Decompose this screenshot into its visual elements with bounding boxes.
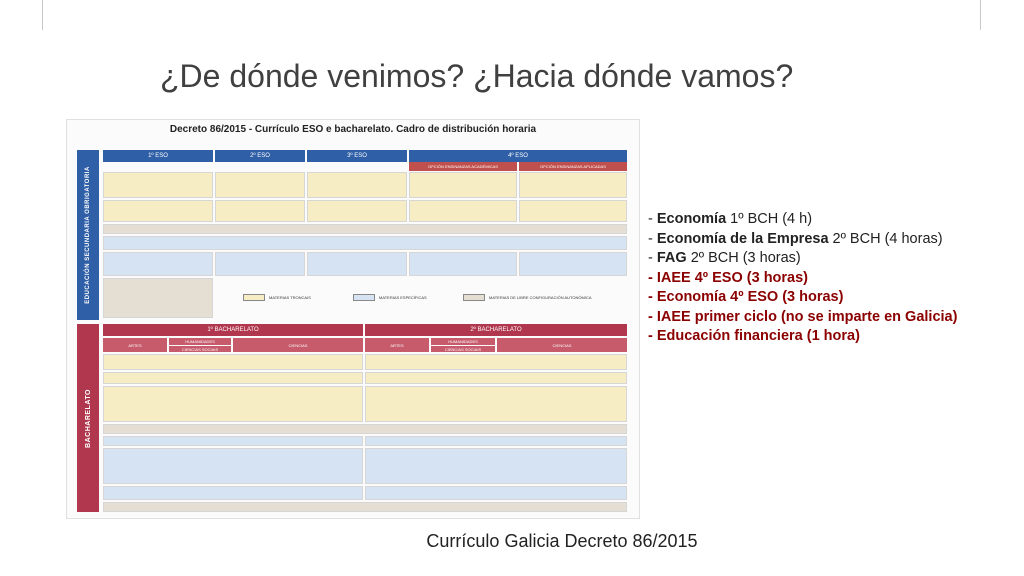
bullet-item-highlight	[648, 308, 1018, 328]
eso-row-full	[103, 236, 627, 250]
eso-cell	[103, 172, 213, 198]
eso-cell	[409, 252, 517, 276]
bach-cell	[365, 386, 627, 422]
eso-cell	[307, 172, 407, 198]
eso-cell	[409, 200, 517, 222]
eso-cell	[215, 200, 305, 222]
bullet-item-highlight	[648, 327, 1018, 347]
bullet-item	[648, 249, 1018, 269]
bach-cell	[103, 424, 627, 434]
bullet-item	[648, 230, 1018, 250]
eso-cell	[103, 200, 213, 222]
bach-cell	[365, 354, 627, 370]
bach-subhead: CIENCIAS SOCIAIS	[431, 346, 495, 352]
bullet-strong: FAG	[656, 250, 687, 266]
bach-subhead: CIENCIAS	[233, 338, 363, 352]
eso-sidebar	[77, 150, 99, 320]
eso-cell	[215, 252, 305, 276]
bach-sidebar-label: BACHARELATO	[84, 388, 92, 448]
bullet-strong: Economía 4º ESO (3 horas)	[656, 289, 844, 305]
bullet-rest: 2º BCH (4 horas)	[828, 230, 943, 247]
eso-cell	[307, 200, 407, 222]
bach-subhead: ARTES	[365, 338, 429, 352]
bullet-prefix: -	[648, 289, 657, 305]
legend-label-libre: MATERIAS DE LIBRE CONFIGURACIÓN AUTONÓMICA	[489, 295, 592, 300]
bach-cell	[103, 486, 363, 500]
bullet-rest: 1º BCH (4 h)	[726, 211, 813, 227]
bullet-item-highlight	[648, 269, 1018, 289]
eso-cell	[519, 172, 627, 198]
eso-row-full	[103, 224, 627, 234]
legend-label-especificas: MATERIAS ESPECÍFICAS	[379, 295, 427, 300]
bach-sidebar	[77, 324, 99, 512]
table-title: Decreto 86/2015 - Currículo ESO e bacharelato. Cadro de distribución horaria	[169, 124, 537, 135]
legend-swatch-libre	[463, 294, 485, 301]
bullet-prefix: -	[648, 230, 657, 247]
bullet-strong: Economía de la Empresa	[656, 230, 829, 247]
slide-caption: Currículo Galicia Decreto 86/2015	[426, 531, 698, 551]
eso-cell	[307, 252, 407, 276]
bullet-list	[648, 210, 1018, 347]
legend-label-troncais: MATERIAS TRONCAIS	[269, 295, 311, 300]
bullet-rest: 2º BCH (3 horas)	[686, 250, 801, 266]
eso-col-4: 4º ESO	[409, 150, 627, 162]
bullet-strong: IAEE primer ciclo (no se imparte en Galicia)	[656, 308, 958, 325]
curriculum-table-image	[66, 119, 640, 519]
eso-cell	[103, 252, 213, 276]
legend-swatch-troncais	[243, 294, 265, 301]
legend-swatch-especificas	[353, 294, 375, 301]
bullet-prefix: -	[648, 250, 657, 266]
bach-subhead: ARTES	[103, 338, 167, 352]
eso-cell	[103, 278, 213, 318]
bullet-prefix: -	[648, 269, 657, 286]
bullet-prefix: -	[648, 308, 657, 325]
eso-col-2: 2º ESO	[215, 150, 305, 162]
bach-subhead: CIENCIAS SOCIAIS	[169, 346, 231, 352]
bach-col-2: 2º BACHARELATO	[365, 324, 627, 336]
slide-title: ¿De dónde venimos? ¿Hacia dónde vamos?	[160, 58, 794, 94]
top-right-border	[980, 0, 981, 30]
bach-cell	[103, 502, 627, 512]
bullet-item-highlight	[648, 288, 1018, 308]
bach-subhead: CIENCIAS	[497, 338, 627, 352]
top-left-border	[42, 0, 43, 30]
bach-cell	[103, 386, 363, 422]
bach-cell	[103, 436, 363, 446]
eso4-option-academic: OPCIÓN ENSINANZAS ACADÉMICAS	[409, 162, 517, 171]
eso-col-3: 3º ESO	[307, 150, 407, 162]
bullet-prefix: -	[648, 211, 657, 227]
eso-col-1: 1º ESO	[103, 150, 213, 162]
bach-cell	[365, 436, 627, 446]
bullet-prefix: -	[648, 328, 657, 344]
bach-col-1: 1º BACHARELATO	[103, 324, 363, 336]
eso-cell	[519, 200, 627, 222]
bach-cell	[365, 486, 627, 500]
bach-cell	[103, 354, 363, 370]
eso4-option-applied: OPCIÓN ENSINANZAS APLICADAS	[519, 162, 627, 171]
bach-cell	[103, 372, 363, 384]
bach-subhead: HUMANIDADES	[169, 338, 231, 345]
bach-cell	[365, 372, 627, 384]
bach-subhead: HUMANIDADES	[431, 338, 495, 345]
bullet-strong: Educación financiera (1 hora)	[656, 328, 860, 344]
bach-cell	[103, 448, 363, 484]
eso-cell	[409, 172, 517, 198]
eso-cell	[215, 172, 305, 198]
eso-cell	[519, 252, 627, 276]
eso-sidebar-label: EDUCACIÓN SECUNDARIA OBRIGATORIA	[85, 166, 91, 304]
bullet-strong: Economía	[656, 211, 727, 227]
bach-cell	[365, 448, 627, 484]
bullet-item	[648, 210, 1018, 230]
bullet-strong: IAEE 4º ESO (3 horas)	[656, 269, 809, 286]
